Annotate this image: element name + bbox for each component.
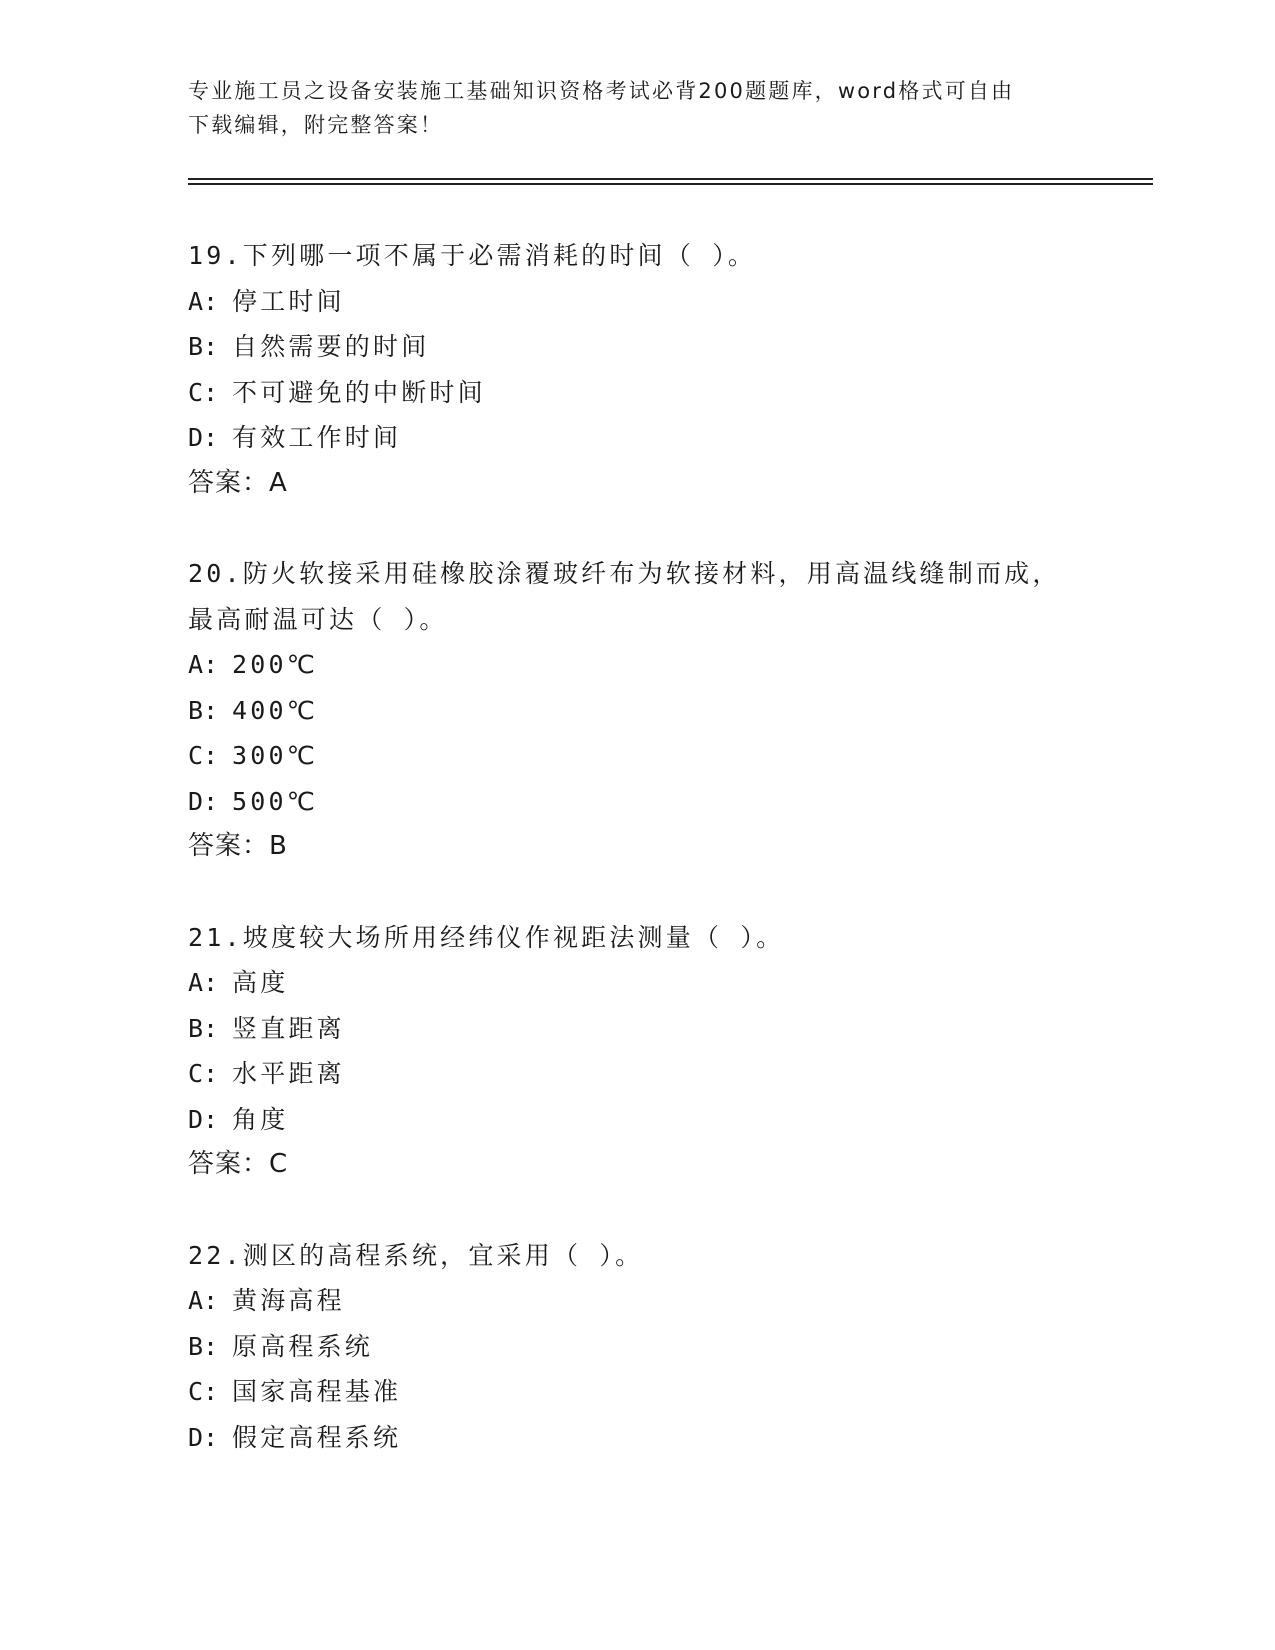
question-20	[188, 551, 1138, 870]
option-b	[188, 1324, 1138, 1370]
question-21	[188, 915, 1138, 1188]
option-letter: C:	[188, 1377, 219, 1406]
option-a	[188, 642, 1138, 688]
option-b	[188, 324, 1138, 370]
option-text: 高度	[232, 968, 289, 997]
option-text: 有效工作时间	[232, 423, 402, 452]
option-c	[188, 370, 1138, 416]
option-letter: B:	[188, 695, 219, 725]
option-d	[188, 1097, 1138, 1143]
option-letter: B:	[188, 332, 219, 361]
header-rule-top	[188, 178, 1153, 180]
question-stem: 21.坡度较大场所用经纬仪作视距法测量（ ）。	[188, 922, 785, 952]
question-22	[188, 1233, 1138, 1461]
option-text: 假定高程系统	[232, 1422, 402, 1452]
header-rule-bottom	[188, 183, 1153, 185]
option-d	[188, 415, 1138, 461]
option-text: 自然需要的时间	[232, 332, 430, 361]
option-letter: B:	[188, 1331, 219, 1361]
option-letter: D:	[188, 786, 219, 816]
option-b	[188, 1006, 1138, 1052]
option-c	[188, 1051, 1138, 1097]
option-letter: A:	[188, 286, 219, 316]
option-text: 不可避免的中断时间	[232, 377, 486, 407]
header-line-2: 下载编辑，附完整答案！	[188, 113, 444, 137]
document-header	[188, 74, 1068, 142]
option-text: 角度	[232, 1104, 289, 1134]
option-c	[188, 1369, 1138, 1415]
question-stem: 19.下列哪一项不属于必需消耗的时间（ ）。	[188, 241, 757, 270]
option-letter: B:	[188, 1013, 219, 1043]
answer-line: 答案：C	[188, 1149, 289, 1179]
option-letter: A:	[188, 968, 219, 997]
option-text: 停工时间	[232, 286, 345, 316]
option-text: 竖直距离	[232, 1013, 345, 1043]
question-19	[188, 233, 1138, 506]
option-a	[188, 279, 1138, 325]
option-letter: D:	[188, 1104, 219, 1134]
option-letter: C:	[188, 377, 219, 407]
option-letter: D:	[188, 423, 219, 452]
option-letter: A:	[188, 650, 219, 679]
option-text: 原高程系统	[232, 1331, 374, 1361]
question-stem-continued: 最高耐温可达（ ）。	[188, 604, 448, 634]
option-d	[188, 1415, 1138, 1461]
option-a	[188, 960, 1138, 1006]
option-text: 500℃	[232, 786, 319, 816]
option-text: 300℃	[232, 741, 319, 770]
option-letter: C:	[188, 741, 219, 770]
option-letter: D:	[188, 1422, 219, 1452]
option-text: 国家高程基准	[232, 1377, 402, 1406]
option-text: 黄海高程	[232, 1286, 345, 1315]
option-text: 200℃	[232, 650, 319, 679]
option-a	[188, 1278, 1138, 1324]
option-c	[188, 733, 1138, 779]
option-text: 水平距离	[232, 1059, 345, 1088]
option-letter: A:	[188, 1286, 219, 1315]
option-d	[188, 779, 1138, 825]
question-stem: 20.防火软接采用硅橡胶涂覆玻纤布为软接材料，用高温线缝制而成，	[188, 559, 1061, 588]
question-stem: 22.测区的高程系统，宜采用（ ）。	[188, 1240, 644, 1270]
option-letter: C:	[188, 1059, 219, 1088]
answer-line: 答案：A	[188, 467, 288, 498]
question-list	[188, 233, 1138, 1505]
answer-line: 答案：B	[188, 831, 288, 861]
header-line-1: 专业施工员之设备安装施工基础知识资格考试必背200题题库，word格式可自由	[188, 79, 1015, 103]
option-text: 400℃	[232, 695, 319, 725]
option-b	[188, 688, 1138, 734]
